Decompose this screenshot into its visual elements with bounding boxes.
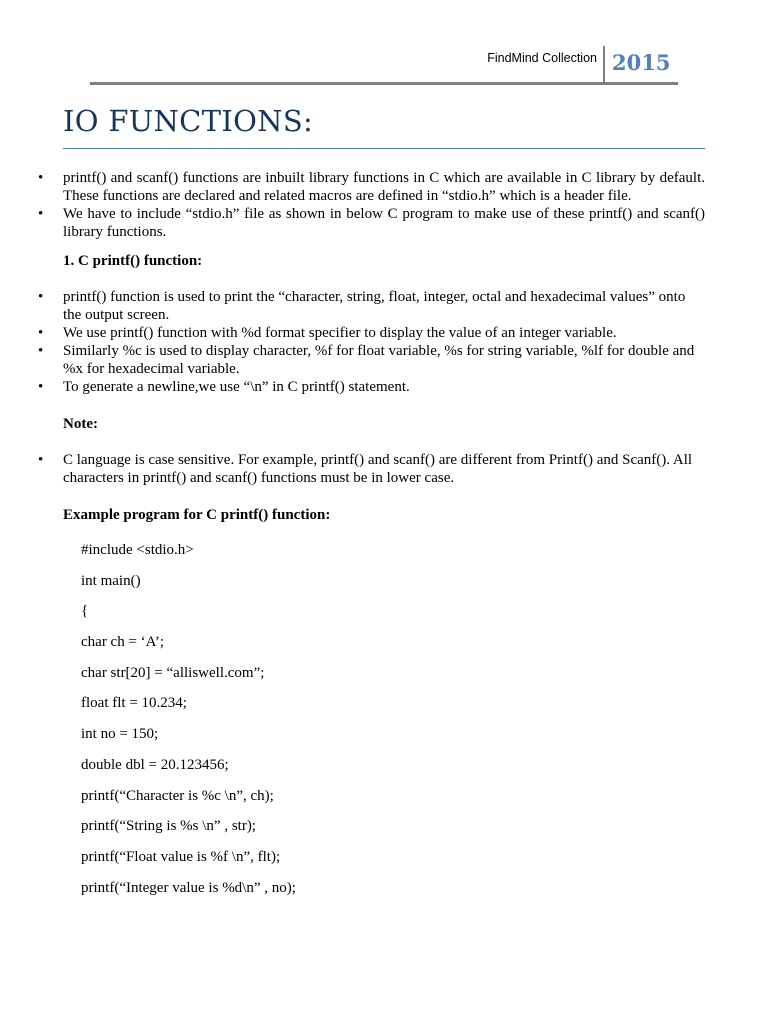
page-title: IO FUNCTIONS: (63, 104, 314, 138)
code-line: float flt = 10.234; (81, 695, 187, 712)
code-line: char str[20] = “alliswell.com”; (81, 664, 265, 681)
header-collection-name: FindMind Collection (487, 51, 597, 65)
code-line: int main() (81, 572, 141, 589)
code-line: double dbl = 20.123456; (81, 756, 229, 773)
document-body (0, 169, 768, 909)
list-item: • Similarly %c is used to display character, %f for float variable, %s for string variable, %lf for double and %x for hexadecimal variable. (0, 342, 768, 378)
code-line: char ch = ‘A’; (81, 634, 165, 651)
note-heading: Note: (63, 416, 98, 432)
title-underline (63, 148, 705, 149)
list-item: • printf() function is used to print the “character, string, float, integer, octal and hexadecimal values” onto the output screen. (0, 288, 768, 324)
code-line: int no = 150; (81, 726, 159, 743)
list-item: • C language is case sensitive. For example, printf() and scanf() are different from Printf() and Scanf(). All characters in printf() and scanf() functions must be in lower case. (0, 451, 768, 487)
header-rule (90, 82, 678, 85)
note-bullet-list (0, 451, 768, 487)
intro-bullet-list (0, 169, 768, 241)
list-item: • printf() and scanf() functions are inbuilt library functions in C which are available in C library by default. These functions are declared and related macros are defined in “stdio.h” which is a header file. (0, 169, 768, 205)
list-item: • We have to include “stdio.h” file as shown in below C program to make use of these printf() and scanf() library functions. (0, 205, 768, 241)
code-line: { (81, 603, 89, 620)
header-year: 2015 (612, 50, 671, 75)
code-line: printf(“Integer value is %d\n” , no); (81, 879, 296, 896)
code-line: printf(“Character is %c \n”, ch); (81, 787, 274, 804)
section-heading-printf: 1. C printf() function: (63, 253, 203, 269)
code-listing (0, 541, 768, 909)
printf-bullet-list (0, 288, 768, 396)
code-line: printf(“Float value is %f \n”, flt); (81, 848, 281, 865)
list-item: • We use printf() function with %d format specifier to display the value of an integer variable. (0, 324, 768, 342)
example-heading: Example program for C printf() function: (63, 507, 331, 523)
code-line: #include <stdio.h> (81, 542, 194, 558)
list-item: • To generate a newline,we use “\n” in C printf() statement. (0, 378, 768, 396)
code-line: printf(“String is %s \n” , str); (81, 818, 256, 835)
header-divider (603, 46, 605, 83)
